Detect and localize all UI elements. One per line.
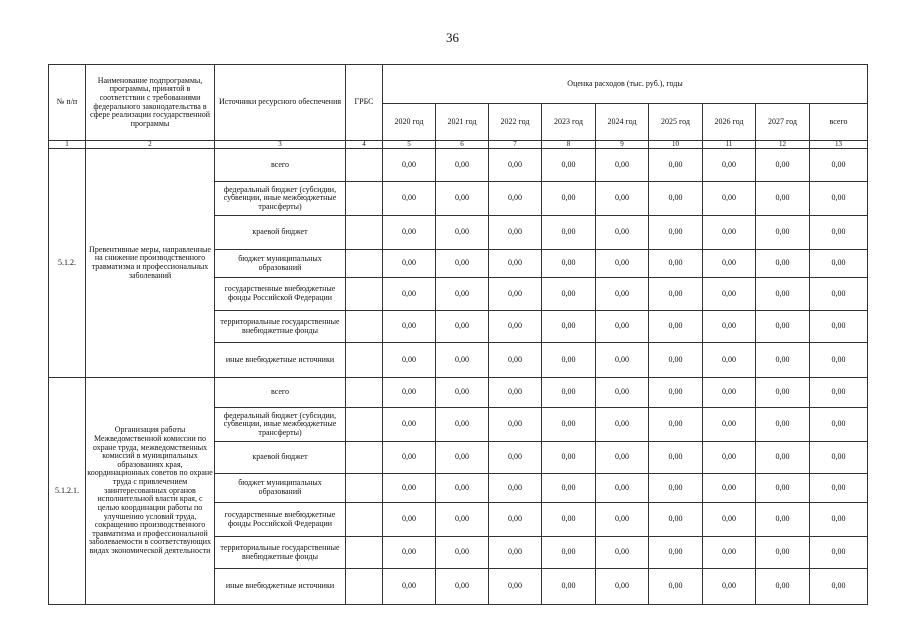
value-cell: 0,00 — [703, 442, 756, 474]
value-cell: 0,00 — [810, 474, 868, 503]
value-cell: 0,00 — [756, 250, 810, 278]
header-year: 2026 год — [703, 104, 756, 141]
value-cell: 0,00 — [756, 537, 810, 569]
value-cell: 0,00 — [489, 408, 542, 442]
value-cell: 0,00 — [649, 474, 703, 503]
header-year: 2021 год — [436, 104, 489, 141]
column-number: 5 — [383, 141, 436, 149]
value-cell: 0,00 — [596, 343, 649, 378]
value-cell: 0,00 — [489, 182, 542, 216]
value-cell: 0,00 — [436, 216, 489, 250]
grbs-cell — [346, 278, 383, 311]
table-row — [49, 378, 868, 408]
source-label: государственные внебюджетные фонды Российской Федерации — [215, 503, 346, 537]
value-cell: 0,00 — [810, 503, 868, 537]
value-cell: 0,00 — [703, 503, 756, 537]
value-cell: 0,00 — [649, 216, 703, 250]
header-year-total: всего — [810, 104, 868, 141]
value-cell: 0,00 — [383, 250, 436, 278]
column-number: 8 — [542, 141, 596, 149]
column-number: 4 — [346, 141, 383, 149]
value-cell: 0,00 — [489, 378, 542, 408]
source-label: федеральный бюджет (субсидии, субвенции, иные межбюджетные трансферты) — [215, 408, 346, 442]
grbs-cell — [346, 378, 383, 408]
value-cell: 0,00 — [542, 278, 596, 311]
value-cell: 0,00 — [703, 278, 756, 311]
value-cell: 0,00 — [489, 569, 542, 605]
value-cell: 0,00 — [489, 503, 542, 537]
value-cell: 0,00 — [810, 149, 868, 182]
value-cell: 0,00 — [383, 343, 436, 378]
value-cell: 0,00 — [810, 343, 868, 378]
header-col-source: Источники ресурсного обеспечения — [215, 65, 346, 141]
value-cell: 0,00 — [383, 537, 436, 569]
value-cell: 0,00 — [489, 311, 542, 343]
value-cell: 0,00 — [649, 569, 703, 605]
header-year: 2022 год — [489, 104, 542, 141]
header-col-grbs: ГРБС — [346, 65, 383, 141]
source-label: краевой бюджет — [215, 216, 346, 250]
header-col-name: Наименование подпрограммы, программы, принятой в соответствии с требованиями федерального законодательства в сфере реализации государственной программы — [86, 65, 215, 141]
value-cell: 0,00 — [542, 149, 596, 182]
grbs-cell — [346, 216, 383, 250]
value-cell: 0,00 — [596, 474, 649, 503]
value-cell: 0,00 — [649, 503, 703, 537]
value-cell: 0,00 — [596, 408, 649, 442]
value-cell: 0,00 — [436, 408, 489, 442]
value-cell: 0,00 — [542, 537, 596, 569]
value-cell: 0,00 — [756, 278, 810, 311]
value-cell: 0,00 — [756, 311, 810, 343]
value-cell: 0,00 — [542, 442, 596, 474]
value-cell: 0,00 — [383, 311, 436, 343]
value-cell: 0,00 — [649, 250, 703, 278]
value-cell: 0,00 — [756, 378, 810, 408]
source-label: всего — [215, 149, 346, 182]
value-cell: 0,00 — [436, 442, 489, 474]
column-number: 3 — [215, 141, 346, 149]
value-cell: 0,00 — [756, 474, 810, 503]
grbs-cell — [346, 503, 383, 537]
header-year: 2024 год — [596, 104, 649, 141]
value-cell: 0,00 — [542, 474, 596, 503]
value-cell: 0,00 — [542, 408, 596, 442]
value-cell: 0,00 — [489, 343, 542, 378]
value-cell: 0,00 — [436, 503, 489, 537]
column-number: 10 — [649, 141, 703, 149]
value-cell: 0,00 — [596, 182, 649, 216]
table-body — [49, 149, 868, 605]
budget-table — [48, 64, 868, 605]
value-cell: 0,00 — [489, 250, 542, 278]
column-number: 7 — [489, 141, 542, 149]
value-cell: 0,00 — [383, 182, 436, 216]
value-cell: 0,00 — [703, 311, 756, 343]
value-cell: 0,00 — [649, 311, 703, 343]
value-cell: 0,00 — [542, 250, 596, 278]
value-cell: 0,00 — [436, 537, 489, 569]
value-cell: 0,00 — [542, 378, 596, 408]
value-cell: 0,00 — [649, 442, 703, 474]
program-name: Превентивные меры, направленные на снижение производственного травматизма и профессиональных заболеваний — [86, 149, 215, 378]
value-cell: 0,00 — [542, 182, 596, 216]
value-cell: 0,00 — [383, 503, 436, 537]
value-cell: 0,00 — [756, 149, 810, 182]
value-cell: 0,00 — [436, 378, 489, 408]
value-cell: 0,00 — [756, 182, 810, 216]
header-year: 2027 год — [756, 104, 810, 141]
header-year: 2020 год — [383, 104, 436, 141]
value-cell: 0,00 — [810, 216, 868, 250]
row-code: 5.1.2.1. — [49, 378, 86, 605]
value-cell: 0,00 — [383, 569, 436, 605]
value-cell: 0,00 — [703, 408, 756, 442]
grbs-cell — [346, 474, 383, 503]
value-cell: 0,00 — [810, 569, 868, 605]
grbs-cell — [346, 408, 383, 442]
header-year: 2023 год — [542, 104, 596, 141]
source-label: иные внебюджетные источники — [215, 343, 346, 378]
value-cell: 0,00 — [383, 408, 436, 442]
value-cell: 0,00 — [596, 503, 649, 537]
source-label: всего — [215, 378, 346, 408]
value-cell: 0,00 — [489, 149, 542, 182]
row-code: 5.1.2. — [49, 149, 86, 378]
table-row — [49, 149, 868, 182]
value-cell: 0,00 — [810, 537, 868, 569]
value-cell: 0,00 — [383, 378, 436, 408]
column-number: 9 — [596, 141, 649, 149]
value-cell: 0,00 — [703, 149, 756, 182]
grbs-cell — [346, 182, 383, 216]
header-year: 2025 год — [649, 104, 703, 141]
column-number: 6 — [436, 141, 489, 149]
value-cell: 0,00 — [810, 408, 868, 442]
value-cell: 0,00 — [649, 378, 703, 408]
grbs-cell — [346, 537, 383, 569]
column-number: 13 — [810, 141, 868, 149]
value-cell: 0,00 — [649, 343, 703, 378]
value-cell: 0,00 — [596, 216, 649, 250]
value-cell: 0,00 — [703, 216, 756, 250]
column-number: 11 — [703, 141, 756, 149]
value-cell: 0,00 — [596, 149, 649, 182]
value-cell: 0,00 — [383, 474, 436, 503]
table-header — [49, 65, 868, 149]
value-cell: 0,00 — [649, 278, 703, 311]
value-cell: 0,00 — [810, 182, 868, 216]
value-cell: 0,00 — [436, 569, 489, 605]
value-cell: 0,00 — [703, 378, 756, 408]
value-cell: 0,00 — [596, 250, 649, 278]
value-cell: 0,00 — [703, 182, 756, 216]
grbs-cell — [346, 442, 383, 474]
value-cell: 0,00 — [756, 408, 810, 442]
value-cell: 0,00 — [489, 537, 542, 569]
value-cell: 0,00 — [596, 537, 649, 569]
value-cell: 0,00 — [703, 474, 756, 503]
source-label: территориальные государственные внебюджетные фонды — [215, 537, 346, 569]
grbs-cell — [346, 311, 383, 343]
header-col-num: № п/п — [49, 65, 86, 141]
value-cell: 0,00 — [383, 149, 436, 182]
value-cell: 0,00 — [703, 343, 756, 378]
value-cell: 0,00 — [649, 149, 703, 182]
page-number: 36 — [446, 30, 459, 45]
value-cell: 0,00 — [489, 442, 542, 474]
column-number: 12 — [756, 141, 810, 149]
source-label: бюджет муниципальных образований — [215, 250, 346, 278]
value-cell: 0,00 — [383, 216, 436, 250]
value-cell: 0,00 — [596, 569, 649, 605]
source-label: федеральный бюджет (субсидии, субвенции, иные межбюджетные трансферты) — [215, 182, 346, 216]
value-cell: 0,00 — [542, 216, 596, 250]
value-cell: 0,00 — [489, 216, 542, 250]
value-cell: 0,00 — [436, 343, 489, 378]
source-label: бюджет муниципальных образований — [215, 474, 346, 503]
value-cell: 0,00 — [596, 378, 649, 408]
value-cell: 0,00 — [596, 442, 649, 474]
value-cell: 0,00 — [436, 311, 489, 343]
value-cell: 0,00 — [596, 278, 649, 311]
source-label: иные внебюджетные источники — [215, 569, 346, 605]
value-cell: 0,00 — [436, 182, 489, 216]
value-cell: 0,00 — [489, 474, 542, 503]
grbs-cell — [346, 343, 383, 378]
value-cell: 0,00 — [596, 311, 649, 343]
value-cell: 0,00 — [542, 343, 596, 378]
source-label: территориальные государственные внебюджетные фонды — [215, 311, 346, 343]
value-cell: 0,00 — [703, 250, 756, 278]
value-cell: 0,00 — [489, 278, 542, 311]
value-cell: 0,00 — [436, 474, 489, 503]
grbs-cell — [346, 149, 383, 182]
value-cell: 0,00 — [383, 442, 436, 474]
value-cell: 0,00 — [810, 278, 868, 311]
grbs-cell — [346, 250, 383, 278]
value-cell: 0,00 — [649, 408, 703, 442]
value-cell: 0,00 — [810, 250, 868, 278]
column-number: 2 — [86, 141, 215, 149]
header-column-numbers-row — [49, 141, 868, 149]
value-cell: 0,00 — [810, 311, 868, 343]
column-number: 1 — [49, 141, 86, 149]
value-cell: 0,00 — [810, 378, 868, 408]
value-cell: 0,00 — [436, 149, 489, 182]
value-cell: 0,00 — [542, 503, 596, 537]
value-cell: 0,00 — [542, 311, 596, 343]
value-cell: 0,00 — [436, 250, 489, 278]
grbs-cell — [346, 569, 383, 605]
header-row — [49, 65, 868, 104]
program-name: Организация работы Межведомственной комиссии по охране труда, межведомственных комиссий в муниципальных образованиях края, координационных советов по охране труда с привлечением заинтересованных органов исполнительной власти края, с целью координации работы по улучшению условий труда, сокращению производственного травматизма и профессиональной заболеваемости в соответствующих видах экономической деятельности — [86, 378, 215, 605]
source-label: государственные внебюджетные фонды Российской Федерации — [215, 278, 346, 311]
value-cell: 0,00 — [383, 278, 436, 311]
header-col-estimate: Оценка расходов (тыс. руб.), годы — [383, 65, 868, 104]
value-cell: 0,00 — [649, 182, 703, 216]
value-cell: 0,00 — [756, 343, 810, 378]
source-label: краевой бюджет — [215, 442, 346, 474]
value-cell: 0,00 — [810, 442, 868, 474]
value-cell: 0,00 — [703, 569, 756, 605]
value-cell: 0,00 — [649, 537, 703, 569]
value-cell: 0,00 — [756, 569, 810, 605]
value-cell: 0,00 — [756, 503, 810, 537]
value-cell: 0,00 — [756, 216, 810, 250]
value-cell: 0,00 — [436, 278, 489, 311]
value-cell: 0,00 — [542, 569, 596, 605]
value-cell: 0,00 — [756, 442, 810, 474]
value-cell: 0,00 — [703, 537, 756, 569]
